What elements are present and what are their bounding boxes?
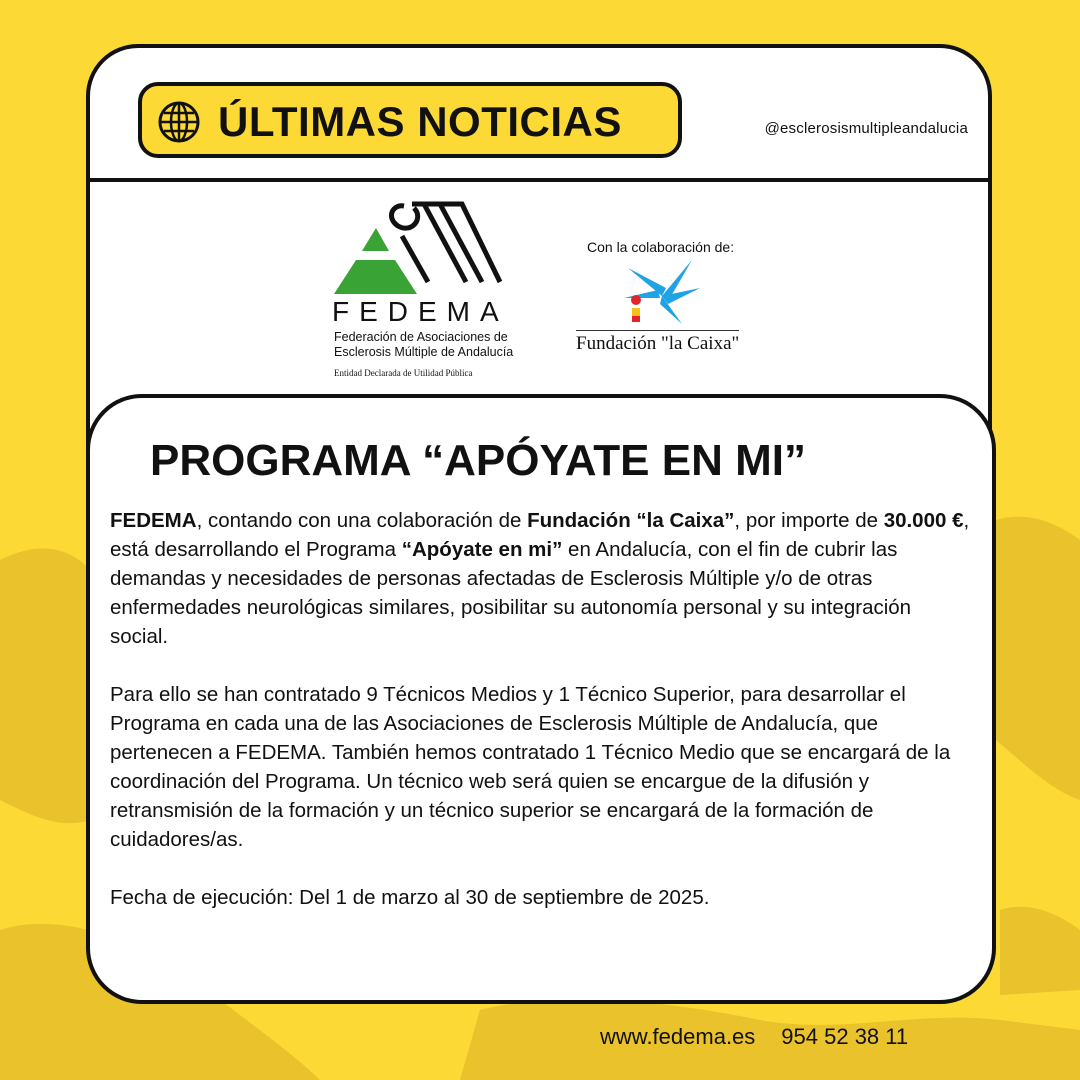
program-paragraph-2: Para ello se han contratado 9 Técnicos Medios y 1 Técnico Superior, para desarrollar el Programa en cada una de las Asociaciones de Esclerosis Múltiple de Andalucía, que pertenecen a FEDEMA. También hemos contratado 1 Técnico Medio que se encargará de la coordinación del Programa. Un técnico web será quien se encargue de la difusión y retransmisión de la formación y un técnico superior se encargará de la formación de cuidadores/as.	[110, 683, 951, 851]
fedema-subtitle: Federación de Asociaciones de Esclerosis Múltiple de Andalucía	[334, 330, 514, 359]
program-card	[86, 394, 996, 1004]
globe-icon	[158, 101, 200, 143]
news-title-pill	[138, 82, 682, 158]
header-divider	[90, 178, 988, 182]
social-handle: @esclerosismultipleandalucia	[764, 120, 968, 137]
website-link[interactable]: www.fedema.es	[600, 1024, 756, 1049]
news-title: ÚLTIMAS NOTICIAS	[218, 98, 622, 145]
program-body	[110, 506, 970, 941]
caixa-wordmark: Fundación "la Caixa"	[576, 330, 739, 355]
phone-number[interactable]: 954 52 38 11	[781, 1024, 909, 1049]
program-paragraph-1: FEDEMA, contando con una colaboración de Fundación “la Caixa”, por importe de 30.000 €, está desarrollando el Programa “Apóyate en mi” en Andalucía, con el fin de cubrir las demandas y necesidades de personas afectadas de Esclerosis Múltiple y/o de otras enfermedades neurológicas similares, posibilitar su autonomía personal y su integración social.	[110, 509, 970, 648]
footer-contact	[600, 1024, 908, 1050]
fedema-tagline: Entidad Declarada de Utilidad Pública	[334, 368, 473, 378]
collaboration-label: Con la colaboración de:	[587, 239, 735, 255]
fedema-logo-icon	[332, 196, 506, 311]
caixa-star-icon	[622, 258, 702, 328]
program-dates: Fecha de ejecución: Del 1 de marzo al 30 de septiembre de 2025.	[110, 886, 710, 909]
fedema-wordmark: FEDEMA	[332, 296, 509, 327]
program-title: PROGRAMA “APÓYATE EN MI”	[150, 436, 806, 485]
